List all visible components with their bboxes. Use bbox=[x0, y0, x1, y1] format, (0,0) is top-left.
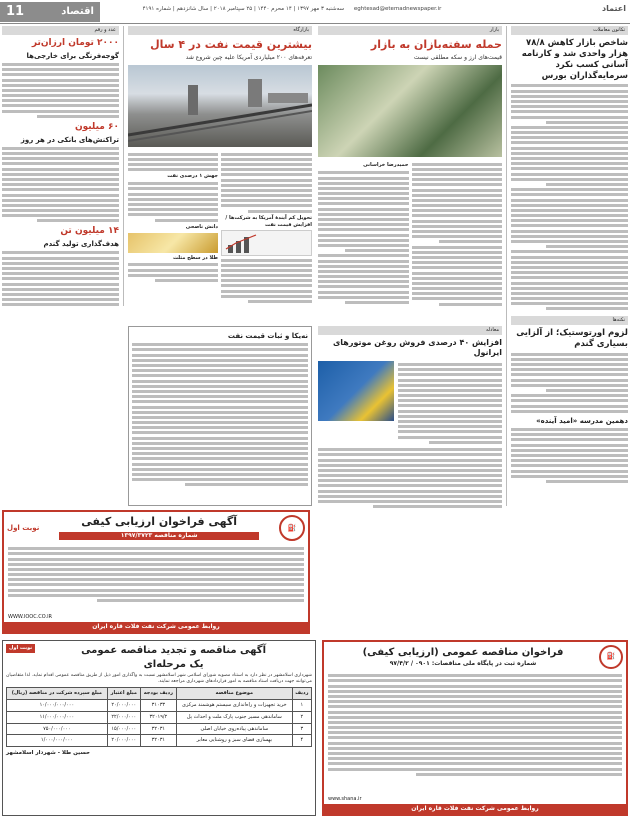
oil-author: دانش ناصحی bbox=[185, 223, 218, 230]
ad-br-body bbox=[324, 674, 626, 776]
ad-top-ref: نوبت اول bbox=[7, 523, 40, 532]
dateline-row bbox=[102, 6, 482, 13]
motor-section-label: معادله bbox=[318, 326, 502, 335]
ad-islamshahr-tender bbox=[2, 640, 316, 816]
email-link[interactable]: eghtesad@etemadnewspaper.ir bbox=[353, 6, 442, 12]
col-budget-row: ردیف بودجه bbox=[140, 688, 176, 700]
right-headline-3[interactable]: دهمین مدرسه «امید آینده» bbox=[536, 416, 628, 425]
lead-section-label: بازار bbox=[318, 26, 502, 35]
ad-top-code: شماره مناقصه ۱۳۹۷/۳۷۲۳ bbox=[59, 532, 259, 540]
newspaper-logo: اعتماد bbox=[602, 4, 626, 13]
left-item2-title[interactable]: تراکنش‌های بانکی در هر روز bbox=[20, 135, 119, 144]
col-row: ردیف bbox=[292, 688, 311, 700]
chart-subhead: تحویل کم آیندهٔ آمریکا به شرکت‌ها / افزایش قیمت نفت bbox=[225, 214, 312, 228]
right-headline-2[interactable]: لزوم اورتوستیک؛ از آلزایی بسیاری گندم bbox=[516, 328, 628, 350]
right-body-text-2 bbox=[511, 353, 628, 413]
ad-br-footer: روابط عمومی شرکت نفت فلات قاره ایران bbox=[324, 804, 626, 814]
table-row: ۲ ساماندهی مسیر جنوب پارک ملت و احداث پل ۳۲۰۱۹/۲ ۲۲/۰۰۰/۰۰۰ ۱۱/۰۰۰/۰۰۰/۰۰۰ bbox=[7, 711, 312, 723]
right-section-label: تکانون معاملات bbox=[511, 26, 628, 35]
ad-bl-badge: نوبت اول bbox=[6, 644, 35, 653]
col-deposit: مبلغ سپرده شرکت در مناقصه (ریال) bbox=[7, 688, 108, 700]
ad-tender-right bbox=[322, 640, 628, 816]
left-item1-number: ۲۰۰۰ تومان ارزان‌تر bbox=[31, 38, 119, 48]
section-title: اقتصاد bbox=[61, 6, 94, 18]
right-headline[interactable]: شاخص بازار کاهش ۷۸/۸ هزار واحدی شد و کارنامه آسانی کسب نکرد سرمایه‌گذاران بورس bbox=[521, 38, 628, 82]
box-headline[interactable]: نه‌یکا و ثبات قیمت نفت bbox=[227, 332, 308, 340]
right-body-text-3 bbox=[511, 428, 628, 483]
company-logo-icon-2: ⛽ bbox=[599, 645, 623, 669]
left-section-label: عدد و رقم bbox=[2, 26, 119, 35]
lead-headline[interactable]: حمله سفته‌بازان به بازار bbox=[370, 38, 502, 51]
oil-terminal-photo bbox=[128, 65, 312, 147]
chart-icon-graphic bbox=[221, 230, 312, 256]
ad-quality-evaluation bbox=[2, 510, 310, 634]
ad-br-subtitle: شماره ثبت در پایگاه ملی مناقصات: ۰۹۰۱ / ۹۷/۴/۲ bbox=[389, 659, 537, 667]
left-item2-number: ۶۰ میلیون bbox=[74, 121, 119, 132]
ad-bl-title-2: یک مرحله‌ای bbox=[143, 658, 204, 670]
oil-subhead: جهش ۱ درصدی نفت bbox=[167, 173, 218, 180]
table-row: ۳ ساماندهی پیاده‌روی خیابان اصلی ۳۲۰۳۱ ۱۵/۰۰۰/۰۰۰ ۷۵۰/۰۰۰/۰۰۰ bbox=[7, 723, 312, 735]
section-bar bbox=[0, 2, 100, 22]
gold-headline[interactable]: طلا در سطح مثلث bbox=[172, 254, 218, 261]
oil-section-label: بازارگاه bbox=[128, 26, 312, 35]
ad-top-website[interactable]: WWW.IOOC.CO.IR bbox=[8, 614, 53, 621]
gold-photo bbox=[128, 233, 218, 253]
oil-headline[interactable]: بیشترین قیمت نفت در ۴ سال bbox=[150, 38, 312, 51]
lead-kicker: قیمت‌های ارز و سکه مطلقی نیست bbox=[413, 54, 502, 62]
oil-kicker: تعرفه‌های ۲۰۰ میلیاردی آمریکا علیه چین شروع شد bbox=[185, 54, 312, 62]
lead-story bbox=[318, 26, 502, 326]
page-number: 11 bbox=[6, 4, 25, 20]
col-credit: مبلغ اعتبار bbox=[107, 688, 140, 700]
right-section2-label: نکته‌ها bbox=[511, 316, 628, 325]
masthead bbox=[0, 0, 630, 24]
right-body-text bbox=[511, 84, 628, 310]
motor-headline[interactable]: افزایش ۴۰ درصدی فروش روغن موتورهای ایرانول bbox=[332, 338, 502, 358]
ad-top-body bbox=[4, 547, 308, 602]
oil-story bbox=[128, 26, 312, 326]
table-row: ۱ خرید تجهیزات و راه‌اندازی سیستم هوشمند مرکزی ۳۱۰۳۳ ۲۰/۰۰۰/۰۰۰ ۱۰/۰۰۰/۰۰۰/۰۰۰ bbox=[7, 700, 312, 712]
left-item3-number: ۱۴ میلیون تن bbox=[60, 226, 119, 237]
tender-table-header bbox=[7, 688, 312, 700]
company-logo-icon: ⛽ bbox=[279, 515, 305, 541]
ad-bl-title-1: آگهی مناقصه و تجدید مناقصه عمومی bbox=[81, 645, 267, 656]
money-photo bbox=[318, 65, 502, 157]
ad-bl-footer: حسین طلا - شهردار اسلامشهر bbox=[6, 750, 90, 757]
right-column bbox=[506, 26, 628, 506]
ad-top-footer: روابط عمومی شرکت نفت فلات قاره ایران bbox=[4, 622, 308, 632]
motor-oil-story bbox=[318, 326, 502, 506]
center-area bbox=[128, 26, 502, 326]
left-item3-title[interactable]: هدف‌گذاری تولید گندم bbox=[43, 240, 119, 249]
pipeline-illustration bbox=[128, 65, 312, 147]
dateline: سه‌شنبه ۳ مهر ۱۳۹۷ | ۱۴ محرم ۱۴۴۰ | ۲۵ سپتامبر ۲۰۱۸ | سال شانزدهم | شماره ۴۱۹۱ bbox=[142, 6, 345, 12]
ad-br-website[interactable]: www.shana.ir bbox=[328, 796, 362, 803]
table-row: ۴ بهسازی فضای سبز و روشنایی معابر ۳۲۰۳۱ ۲۰/۰۰۰/۰۰۰ ۱/۰۰۰/۰۰۰/۰۰۰ bbox=[7, 735, 312, 747]
tender-table bbox=[6, 687, 312, 747]
col-subject: موضوع مناقصه bbox=[176, 688, 292, 700]
oil-box-story bbox=[128, 326, 312, 506]
left-item1-title[interactable]: گوجه‌فرنگی برای خارجی‌ها bbox=[26, 51, 119, 60]
lead-byline: حمیدرضا خراسانی bbox=[363, 162, 409, 169]
left-column bbox=[2, 26, 124, 306]
motor-oil-product-photo bbox=[318, 361, 394, 421]
ad-br-title: فراخوان مناقصه عمومی (ارزیابی کیفی) bbox=[362, 647, 564, 659]
ad-bl-intro: شهرداری اسلامشهر در نظر دارد به استناد مصوبه شورای اسلامی شهر اسلامشهر نسبت به واگذاری امور ذیل از طریق مناقصه عمومی اقدام نماید. لذا متقاضیان می‌توانند جهت دریافت اسناد مناقصه به امور قراردادهای شهرداری مراجعه نمایند. bbox=[6, 673, 312, 685]
ad-top-title: آگهی فراخوان ارزیابی کیفی bbox=[81, 515, 238, 528]
